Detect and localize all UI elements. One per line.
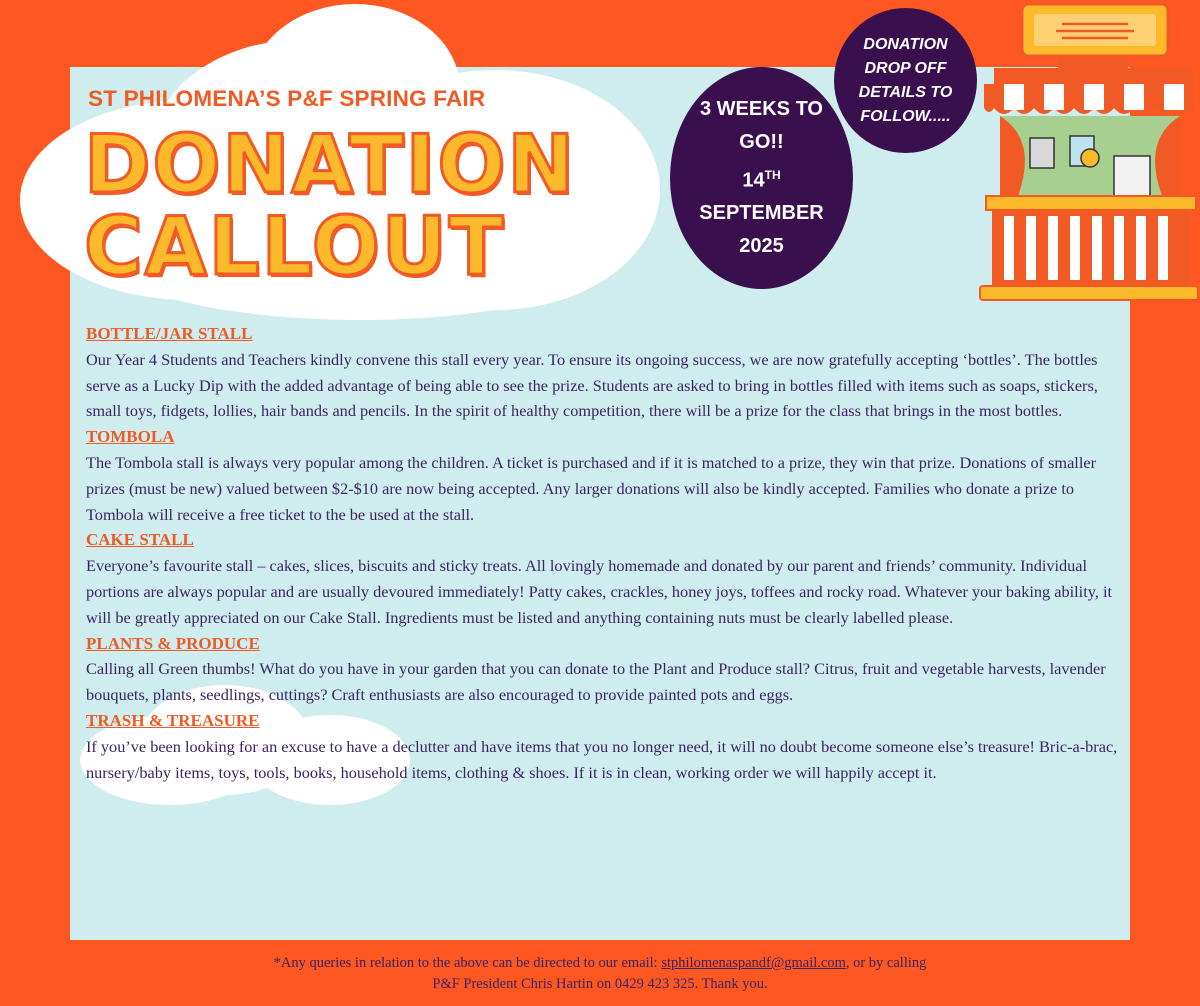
dropoff-badge bbox=[834, 8, 977, 153]
footer-text-before: *Any queries in relation to the above can be directed to our email: bbox=[273, 955, 662, 971]
section-body: Everyone’s favourite stall – cakes, slices, biscuits and sticky treats. All lovingly homemade and donated by our parent and friends’ community. Individual portions are always popular and are usually devoured immediately! Patty cakes, crackles, honey joys, toffees and rocky road. Whatever your baking ability, it will be greatly appreciated on our Cake Stall. Ingredients must be listed and anything containing nuts must be clearly labelled please. bbox=[86, 556, 1112, 627]
footer-text-after: , or by calling bbox=[845, 955, 927, 971]
section-heading: TOMBOLA bbox=[86, 427, 175, 447]
section-heading: CAKE STALL bbox=[86, 530, 194, 550]
section-body: Calling all Green thumbs! What do you have in your garden that you can donate to the Plant and Produce stall? Citrus, fruit and vegetable harvests, lavender bouquets, plants, seedlings, cuttings? Craft enthusiasts are also encouraged to provide painted pots and eggs. bbox=[86, 659, 1106, 705]
footer-note bbox=[0, 953, 1200, 995]
section-heading: BOTTLE/JAR STALL bbox=[86, 324, 253, 343]
dropoff-line2: DROP OFF bbox=[864, 59, 947, 77]
dropoff-line4: FOLLOW..... bbox=[860, 107, 951, 125]
fair-title: ST PHILOMENA’S P&F SPRING FAIR bbox=[88, 86, 486, 111]
countdown-line1: 3 WEEKS TO bbox=[700, 97, 823, 120]
market-stall-icon bbox=[978, 0, 1200, 305]
section-trash-treasure bbox=[86, 708, 1126, 785]
callout-heading: CALLOUT bbox=[84, 200, 506, 293]
dropoff-line1: DONATION bbox=[863, 35, 948, 53]
countdown-line2: GO!! bbox=[739, 130, 784, 153]
section-body: The Tombola stall is always very popular among the children. A ticket is purchased and if it is matched to a prize, they win that prize. Donations of smaller prizes (must be new) valued between $2-$10 are now being accepted. Any larger donations will also be kindly accepted. Families who donate a prize to Tombola will receive a free ticket to the be used at the stall. bbox=[86, 452, 1096, 524]
section-body: If you’ve been looking for an excuse to have a declutter and have items that you no longer need, it will no doubt become someone else’s treasure! Bric-a-brac, nursery/baby items, toys, tools, books, household items, clothing & shoes. If it is in clean, working order we will happily accept it. bbox=[86, 736, 1118, 782]
section-cake-stall bbox=[86, 527, 1126, 630]
footer-line2: P&F President Chris Hartin on 0429 423 325. Thank you. bbox=[432, 976, 768, 992]
footer-line1 bbox=[0, 953, 1200, 974]
section-heading: TRASH & TREASURE bbox=[86, 710, 260, 730]
dropoff-line3: DETAILS TO bbox=[858, 83, 953, 101]
section-heading: PLANTS & PRODUCE bbox=[86, 633, 260, 653]
countdown-date bbox=[699, 159, 823, 198]
section-body: Our Year 4 Students and Teachers kindly convene this stall every year. To ensure its ongoing success, we are now gratefully accepting ‘bottles’. The bottles serve as a Lucky Dip with the added advantage of being able to see the prize. Students are asked to bring in bottles filled with items such as soaps, stickers, small toys, fidgets, lollies, hair bands and pencils. In the spirit of healthy competition, there will be a prize for the class that brings in the most bottles. bbox=[86, 349, 1098, 421]
countdown-badge bbox=[670, 67, 853, 289]
countdown-day: 14 bbox=[742, 169, 765, 192]
stall-sections bbox=[86, 321, 1126, 785]
countdown-day-suffix: TH bbox=[764, 167, 781, 182]
donation-heading: DONATION bbox=[84, 118, 577, 211]
countdown-year: 2025 bbox=[739, 235, 784, 258]
section-tombola bbox=[86, 424, 1126, 527]
section-bottle-jar-stall bbox=[86, 321, 1126, 424]
email-link[interactable]: stphilomenaspandf@gmail.com bbox=[661, 955, 846, 971]
section-plants-produce bbox=[86, 631, 1126, 708]
countdown-month: SEPTEMBER bbox=[699, 202, 824, 225]
